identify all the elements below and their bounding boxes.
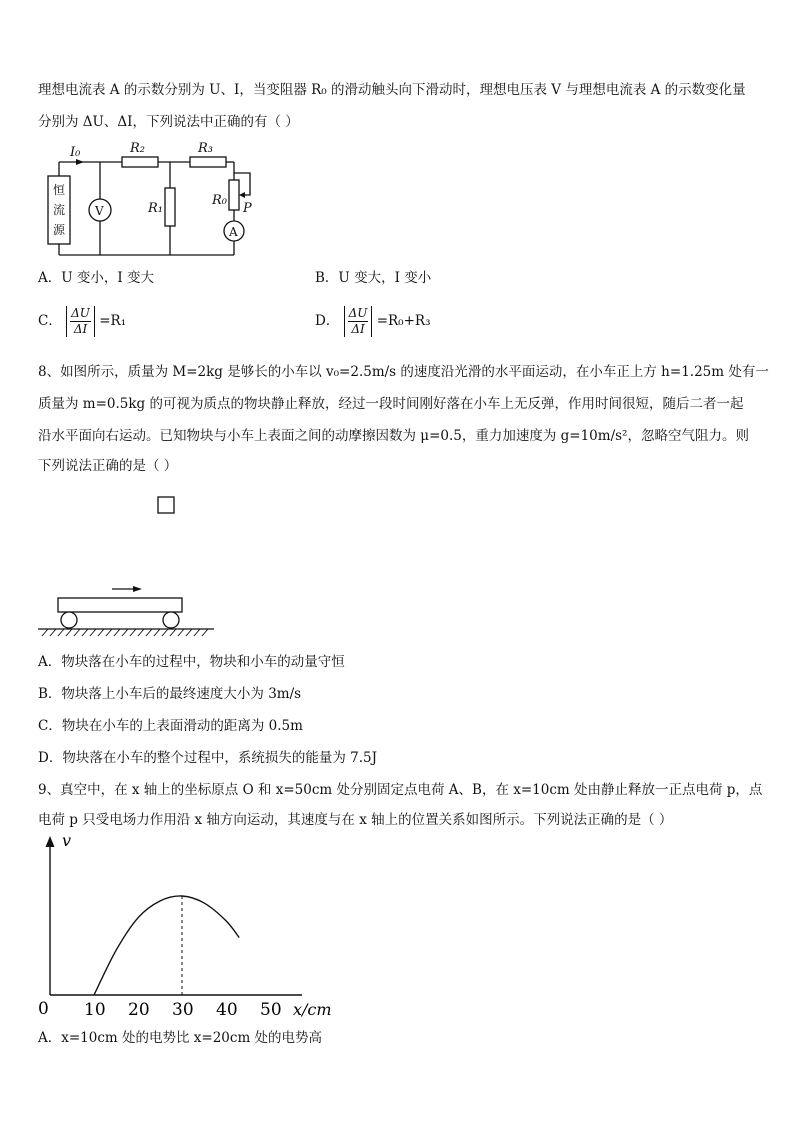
q7-option-a: A．U 变小，I 变大 [38, 270, 155, 286]
q7-option-d-prefix: D． [315, 313, 340, 329]
resistor-r1 [165, 188, 175, 226]
origin-label: 0 [38, 999, 49, 1019]
q7-option-d-suffix: =R₀+R₃ [376, 313, 431, 329]
q7-option-c-den: ΔI [73, 322, 88, 336]
source-char-2: 流 [53, 203, 66, 217]
q8-stem-line2: 质量为 m=0.5kg 的可视为质点的物块静止释放，经过一段时间刚好落在小车上无反弹，作用时间很短，随后二者一起 [38, 396, 744, 412]
q7-option-d-fraction [344, 306, 373, 337]
x-axis-label: x/cm [293, 1000, 332, 1019]
q9-stem-line2: 电荷 p 只受电场力作用沿 x 轴方向运动，其速度与在 x 轴上的位置关系如图所示。下列说法正确的是（ ） [38, 812, 673, 828]
label-r0: R₀ [212, 193, 227, 208]
q8-option-c: C．物块在小车的上表面滑动的距离为 0.5m [38, 718, 303, 734]
q8-stem-line3: 沿水平面向右运动。已知物块与小车上表面之间的动摩擦因数为 μ=0.5，重力加速度为 g=10m/s²，忽略空气阻力。则 [38, 428, 749, 444]
label-i0: I₀ [70, 145, 81, 160]
q7-option-c-prefix: C． [38, 313, 62, 329]
label-r1: R₁ [148, 201, 163, 216]
q9-stem-line1: 9、真空中，在 x 轴上的坐标原点 O 和 x=50cm 处分别固定点电荷 A、B，在 x=10cm 处由静止释放一正点电荷 p，点 [38, 782, 763, 798]
x-tick-label-30: 30 [172, 1000, 194, 1020]
label-a: A [229, 225, 238, 239]
q7-stem-line2: 分别为 ΔU、ΔI，下列说法中正确的有（ ） [38, 114, 299, 130]
velocity-arrow-icon [133, 586, 142, 592]
x-tick-label-10: 10 [84, 1000, 106, 1020]
q8-option-a: A．物块落在小车的过程中，物块和小车的动量守恒 [38, 654, 345, 670]
q8-option-d: D．物块落在小车的整个过程中，系统损失的能量为 7.5J [38, 750, 377, 766]
q8-stem-line1: 8、如图所示，质量为 M=2kg 是够长的小车以 v₀=2.5m/s 的速度沿光滑的水平面运动，在小车正上方 h=1.25m 处有一 [38, 364, 769, 380]
block [158, 497, 174, 513]
q7-option-d [315, 306, 430, 337]
velocity-curve [94, 896, 239, 995]
label-v: V [95, 204, 104, 218]
source-char-1: 恒 [53, 183, 66, 197]
label-p: P [243, 201, 252, 216]
cart-wheel-left [61, 612, 77, 628]
circuit-diagram [40, 140, 280, 264]
resistor-r3 [190, 157, 226, 167]
q7-option-c-fraction [66, 306, 95, 337]
q9-option-a: A．x=10cm 处的电势比 x=20cm 处的电势高 [38, 1030, 323, 1046]
x-tick-label-50: 50 [260, 1000, 282, 1020]
q8-stem-line4: 下列说法正确的是（ ） [38, 458, 178, 474]
y-axis-label: v [62, 831, 72, 850]
x-tick-label-20: 20 [128, 1000, 150, 1020]
slider-arrow-icon [239, 192, 245, 198]
label-r2: R₂ [130, 141, 145, 156]
label-r3: R₃ [198, 141, 213, 156]
cart-wheel-right [163, 612, 179, 628]
q7-option-d-den: ΔI [351, 322, 365, 336]
ground-hatch [42, 629, 208, 636]
q7-option-c-num: ΔU [71, 306, 90, 320]
x-tick-label-40: 40 [216, 1000, 238, 1020]
q7-option-d-num: ΔU [348, 306, 368, 320]
q7-stem-line1: 理想电流表 A 的示数分别为 U、I，当变阻器 R₀ 的滑动触头向下滑动时，理想电压表 V 与理想电流表 A 的示数变化量 [38, 82, 746, 98]
source-char-3: 源 [53, 223, 66, 237]
resistor-r2 [122, 157, 158, 167]
y-axis-arrow-icon [46, 836, 55, 847]
q7-option-c-suffix: =R₁ [99, 313, 127, 329]
rheostat-r0 [229, 180, 239, 210]
cart-body [58, 598, 182, 612]
cart-figure [38, 490, 218, 644]
q7-option-c [38, 306, 126, 337]
q8-option-b: B．物块落上小车后的最终速度大小为 3m/s [38, 686, 302, 702]
q7-option-b: B．U 变大，I 变小 [315, 270, 432, 286]
velocity-position-graph [30, 830, 340, 1029]
